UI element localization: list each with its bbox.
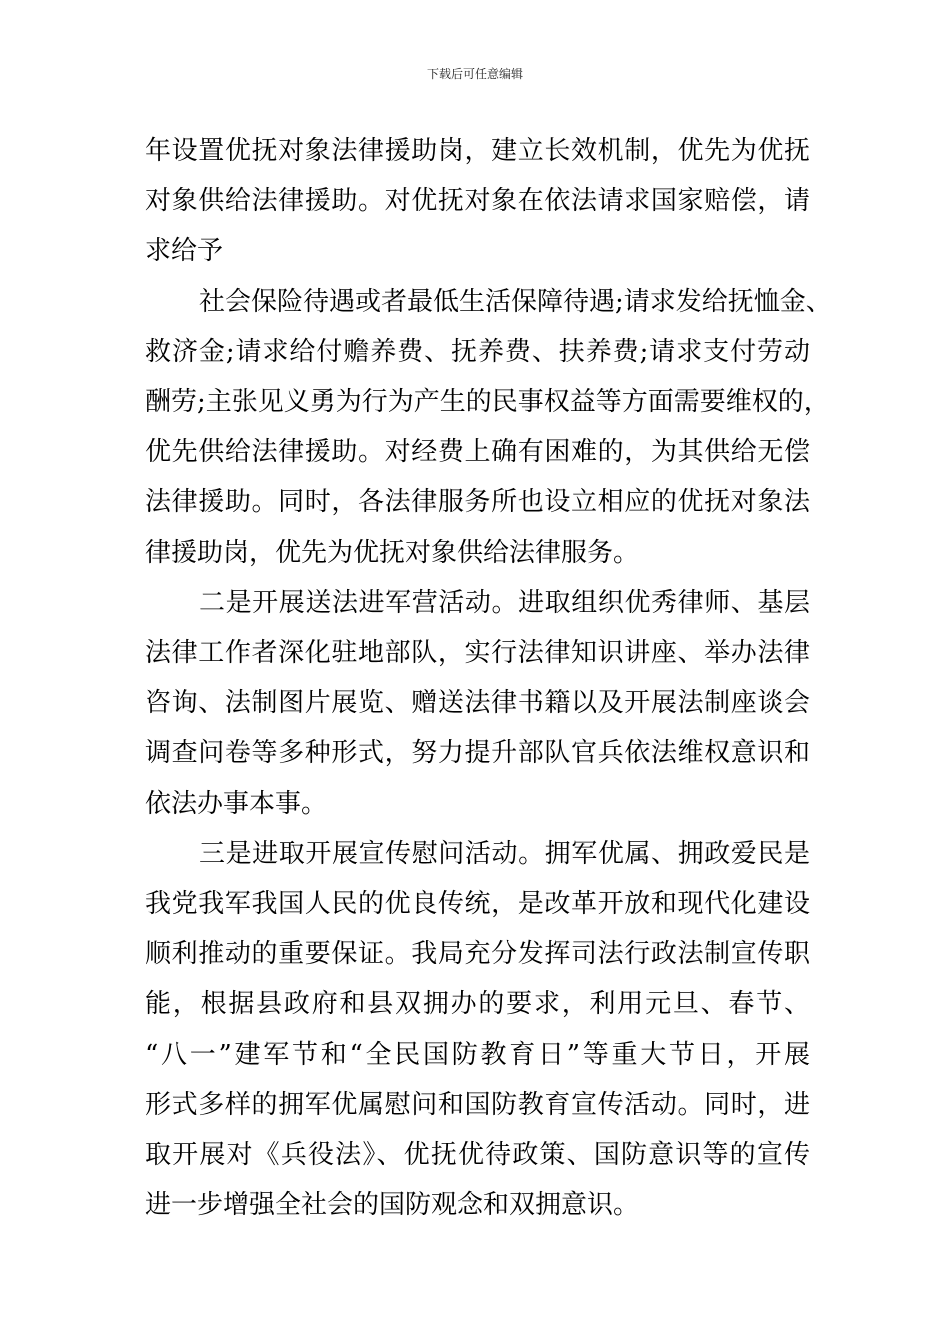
text-line: 律援助岗，优先为优抚对象供给法律服务。 (145, 537, 640, 568)
page-header-note: 下载后可任意编辑 (426, 67, 523, 81)
paragraph-1 (145, 126, 810, 277)
text-line: 形式多样的拥军优属慰问和国防教育宣传活动。同时，进 (145, 1089, 810, 1120)
text-line: 优先供给法律援助。对经费上确有困难的，为其供给无偿 (145, 437, 810, 468)
text-line: 调查问卷等多种形式，努力提升部队官兵依法维权意识和 (145, 738, 810, 769)
document-body (145, 126, 832, 1230)
text-line: 咨询、法制图片展览、赠送法律书籍以及开展法制座谈会 (145, 688, 810, 719)
text-line: 依法办事本事。 (145, 788, 328, 819)
paragraph-4 (145, 829, 810, 1231)
text-line: 对象供给法律援助。对优抚对象在依法请求国家赔偿，请 (145, 186, 810, 217)
text-line: 救济金;请求给付赡养费、抚养费、扶养费;请求支付劳动 (145, 336, 810, 367)
text-line: 取开展对《兵役法》、优抚优待政策、国防意识等的宣传 (145, 1140, 810, 1171)
text-line: 三是进取开展宣传慰问活动。拥军优属、拥政爱民是 (199, 838, 810, 869)
text-line: 年设置优抚对象法律援助岗，建立长效机制，优先为优抚 (145, 136, 810, 166)
text-line: 二是开展送法进军营活动。进取组织优秀律师、基层 (199, 587, 810, 618)
paragraph-3 (145, 578, 810, 829)
text-line: 法律工作者深化驻地部队，实行法律知识讲座、举办法律 (145, 638, 810, 669)
text-line: 法律援助。同时，各法律服务所也设立相应的优抚对象法 (145, 487, 810, 518)
text-line: 进一步增强全社会的国防观念和双拥意识。 (145, 1190, 640, 1221)
text-line: 顺利推动的重要保证。我局充分发挥司法行政法制宣传职 (145, 939, 810, 970)
text-line: 求给予 (145, 236, 224, 267)
text-line: 社会保险待遇或者最低生活保障待遇;请求发给抚恤金、 (199, 286, 832, 317)
paragraph-2 (145, 277, 832, 578)
text-line: 酬劳;主张见义勇为行为产生的民事权益等方面需要维权的， (145, 387, 830, 418)
text-line: “八一”建军节和“全民国防教育日”等重大节日，开展 (145, 1039, 810, 1070)
text-line: 我党我军我国人民的优良传统，是改革开放和现代化建设 (145, 889, 810, 920)
text-line: 能，根据县政府和县双拥办的要求，利用元旦、春节、 (145, 989, 810, 1020)
